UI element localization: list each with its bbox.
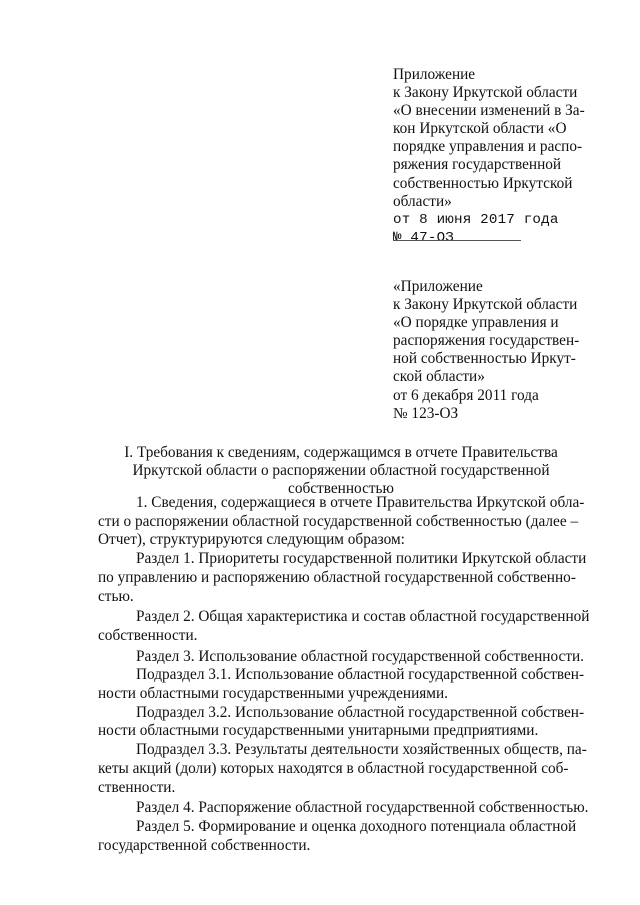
paragraph-line: Раздел 5. Формирование и оценка доходного потенциала областной	[136, 817, 577, 835]
paragraph	[98, 494, 588, 550]
appendix-header-line: порядке управления и распо-	[393, 138, 583, 156]
appendix-header-line: кон Иркутской области «О	[393, 120, 567, 138]
paragraph-line: собственности.	[98, 626, 198, 644]
appendix-header-line: области»	[393, 192, 452, 210]
signature-underline	[393, 240, 521, 241]
paragraph-line: государственной собственности.	[98, 836, 311, 854]
paragraph-line: по управлению и распоряжению областной государственной собственно-	[98, 568, 576, 586]
paragraph-line: стью.	[98, 587, 134, 605]
body-text	[98, 494, 588, 855]
paragraph	[98, 550, 588, 606]
paragraph	[98, 799, 588, 818]
paragraph-line: Раздел 3. Использование областной государственной собственности.	[136, 647, 585, 665]
paragraph-line: ственности.	[98, 778, 176, 796]
appendix-header-line: собственностью Иркутской	[393, 174, 573, 192]
paragraph	[98, 666, 588, 703]
paragraph-line: кеты акций (доли) которых находятся в областной государственной соб-	[98, 759, 569, 777]
law-number: № 47-ОЗ	[393, 229, 454, 246]
paragraph	[98, 608, 588, 645]
paragraph-line: Раздел 1. Приоритеты государственной политики Иркутской области	[136, 550, 587, 568]
paragraph	[98, 648, 588, 667]
paragraph-line: Подраздел 3.3. Результаты деятельности хозяйственных обществ, па-	[136, 741, 587, 759]
appendix-header-line: ряжения государственной	[393, 156, 562, 174]
section-heading	[96, 444, 586, 499]
paragraph-line: Отчет), структурируются следующим образом:	[98, 531, 405, 549]
law-date: от 8 июня 2017 года	[393, 211, 559, 228]
section-heading-line: I. Требования к сведениям, содержащимся в отчете Правительства	[124, 444, 558, 461]
quoted-appendix	[393, 278, 579, 423]
appendix-header	[393, 66, 585, 247]
paragraph-line: ности областными государственными унитарными предприятиями.	[98, 722, 539, 740]
paragraph-line: Раздел 2. Общая характеристика и состав областной государственной	[136, 608, 590, 626]
quoted-appendix-line: распоряжения государствен-	[393, 332, 580, 350]
paragraph-line: сти о распоряжении областной государственной собственностью (далее –	[98, 512, 579, 530]
quoted-appendix-line: «Приложение	[393, 278, 483, 295]
paragraph	[98, 704, 588, 741]
quoted-appendix-line: «О порядке управления и	[393, 314, 559, 332]
paragraph-line: Подраздел 3.1. Использование областной государственной собствен-	[136, 666, 585, 684]
appendix-header-line: Приложение	[393, 66, 476, 83]
section-heading-line: Иркутской области о распоряжении областной государственной	[132, 462, 550, 480]
quoted-appendix-line: № 123-ОЗ	[393, 404, 459, 422]
paragraph-line: 1. Сведения, содержащиеся в отчете Правительства Иркутской обла-	[136, 494, 585, 511]
appendix-header-line: «О внесении изменений в За-	[393, 102, 585, 120]
quoted-appendix-line: ной собственностью Иркут-	[393, 350, 576, 368]
appendix-header-line: к Закону Иркутской области	[393, 84, 578, 102]
paragraph-line: ности областными государственными учреждениями.	[98, 685, 448, 703]
quoted-appendix-line: к Закону Иркутской области	[393, 296, 578, 314]
paragraph	[98, 741, 588, 797]
paragraph-line: Подраздел 3.2. Использование областной государственной собствен-	[136, 703, 585, 721]
quoted-appendix-line: ской области»	[393, 368, 485, 386]
paragraph	[98, 818, 588, 855]
paragraph-line: Раздел 4. Распоряжение областной государственной собственностью.	[136, 799, 589, 817]
quoted-appendix-line: от 6 декабря 2011 года	[393, 386, 539, 404]
section-heading-line: собственностью	[288, 480, 394, 498]
